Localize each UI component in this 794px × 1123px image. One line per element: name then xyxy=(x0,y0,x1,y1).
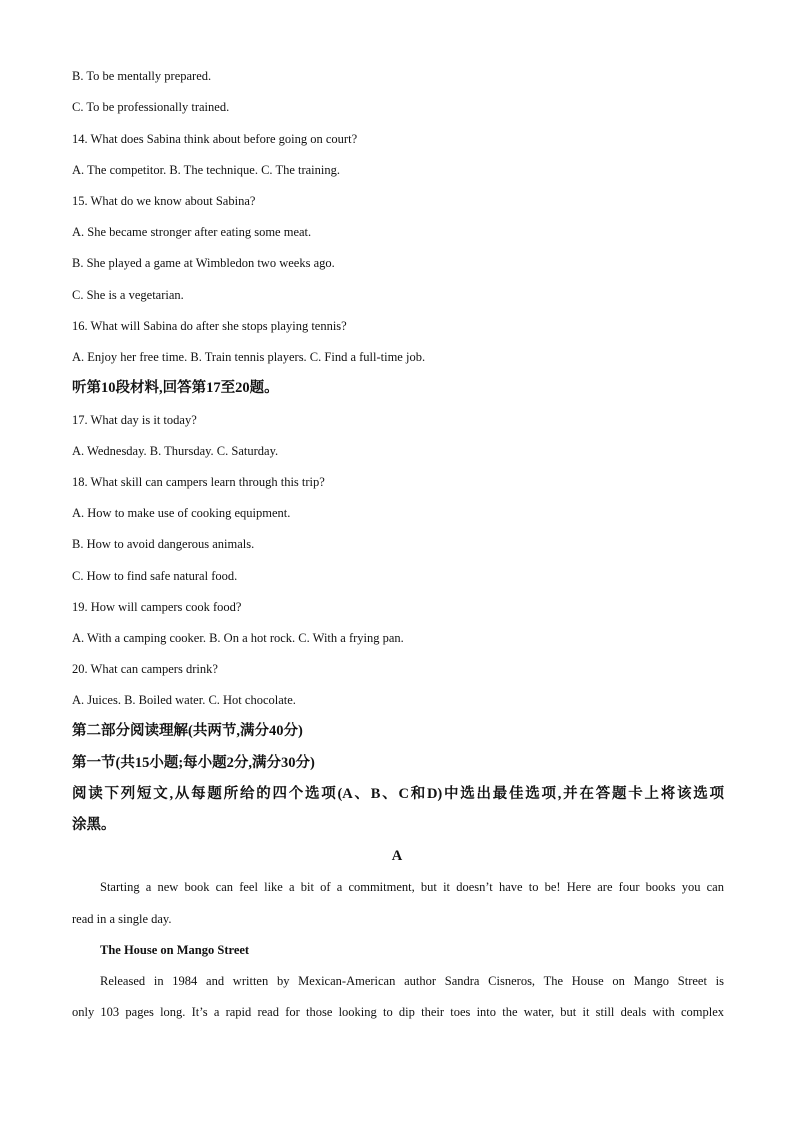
question-20: 20. What can campers drink? xyxy=(72,662,218,676)
option-13b: B. To be mentally prepared. xyxy=(72,69,212,83)
options-14: A. The competitor. B. The technique. C. The training. xyxy=(72,163,341,177)
options-17: A. Wednesday. B. Thursday. C. Saturday. xyxy=(72,444,279,458)
question-15: 15. What do we know about Sabina? xyxy=(72,194,256,208)
option-15b: B. She played a game at Wimbledon two weeks ago. xyxy=(72,256,335,270)
option-13c: C. To be professionally trained. xyxy=(72,100,230,114)
part-two-heading: 第二部分阅读理解(共两节,满分40分) xyxy=(72,723,303,739)
options-19: A. With a camping cooker. B. On a hot rock. C. With a frying pan. xyxy=(72,631,404,645)
option-18b: B. How to avoid dangerous animals. xyxy=(72,537,255,551)
question-19: 19. How will campers cook food? xyxy=(72,600,242,614)
book-description-line-1: Released in 1984 and written by Mexican-American author Sandra Cisneros, The House on Mango Street is xyxy=(100,974,724,988)
question-16: 16. What will Sabina do after she stops playing tennis? xyxy=(72,319,347,333)
option-15a: A. She became stronger after eating some meat. xyxy=(72,225,312,239)
book-title: The House on Mango Street xyxy=(100,943,250,957)
reading-instruction-line-2: 涂黑。 xyxy=(72,817,116,833)
question-18: 18. What skill can campers learn through this trip? xyxy=(72,475,325,489)
passage-intro-line-2: read in a single day. xyxy=(72,912,172,926)
options-20: A. Juices. B. Boiled water. C. Hot chocolate. xyxy=(72,693,296,707)
passage-intro-line-1: Starting a new book can feel like a bit of a commitment, but it doesn’t have to be! Here are four books you can xyxy=(100,880,724,894)
section-instruction-10: 听第10段材料,回答第17至20题。 xyxy=(72,380,279,396)
book-description-line-2: only 103 pages long. It’s a rapid read for those looking to dip their toes into the water, but it still deals with complex xyxy=(72,1005,724,1019)
question-17: 17. What day is it today? xyxy=(72,413,197,427)
options-16: A. Enjoy her free time. B. Train tennis players. C. Find a full-time job. xyxy=(72,350,426,364)
option-18a: A. How to make use of cooking equipment. xyxy=(72,506,291,520)
passage-label: A xyxy=(391,848,403,864)
section-one-heading: 第一节(共15小题;每小题2分,满分30分) xyxy=(72,755,315,771)
question-14: 14. What does Sabina think about before going on court? xyxy=(72,132,358,146)
option-18c: C. How to find safe natural food. xyxy=(72,569,238,583)
reading-instruction-line-1: 阅读下列短文,从每题所给的四个选项(A、B、C和D)中选出最佳选项,并在答题卡上将该选项 xyxy=(72,786,724,802)
option-15c: C. She is a vegetarian. xyxy=(72,288,184,302)
